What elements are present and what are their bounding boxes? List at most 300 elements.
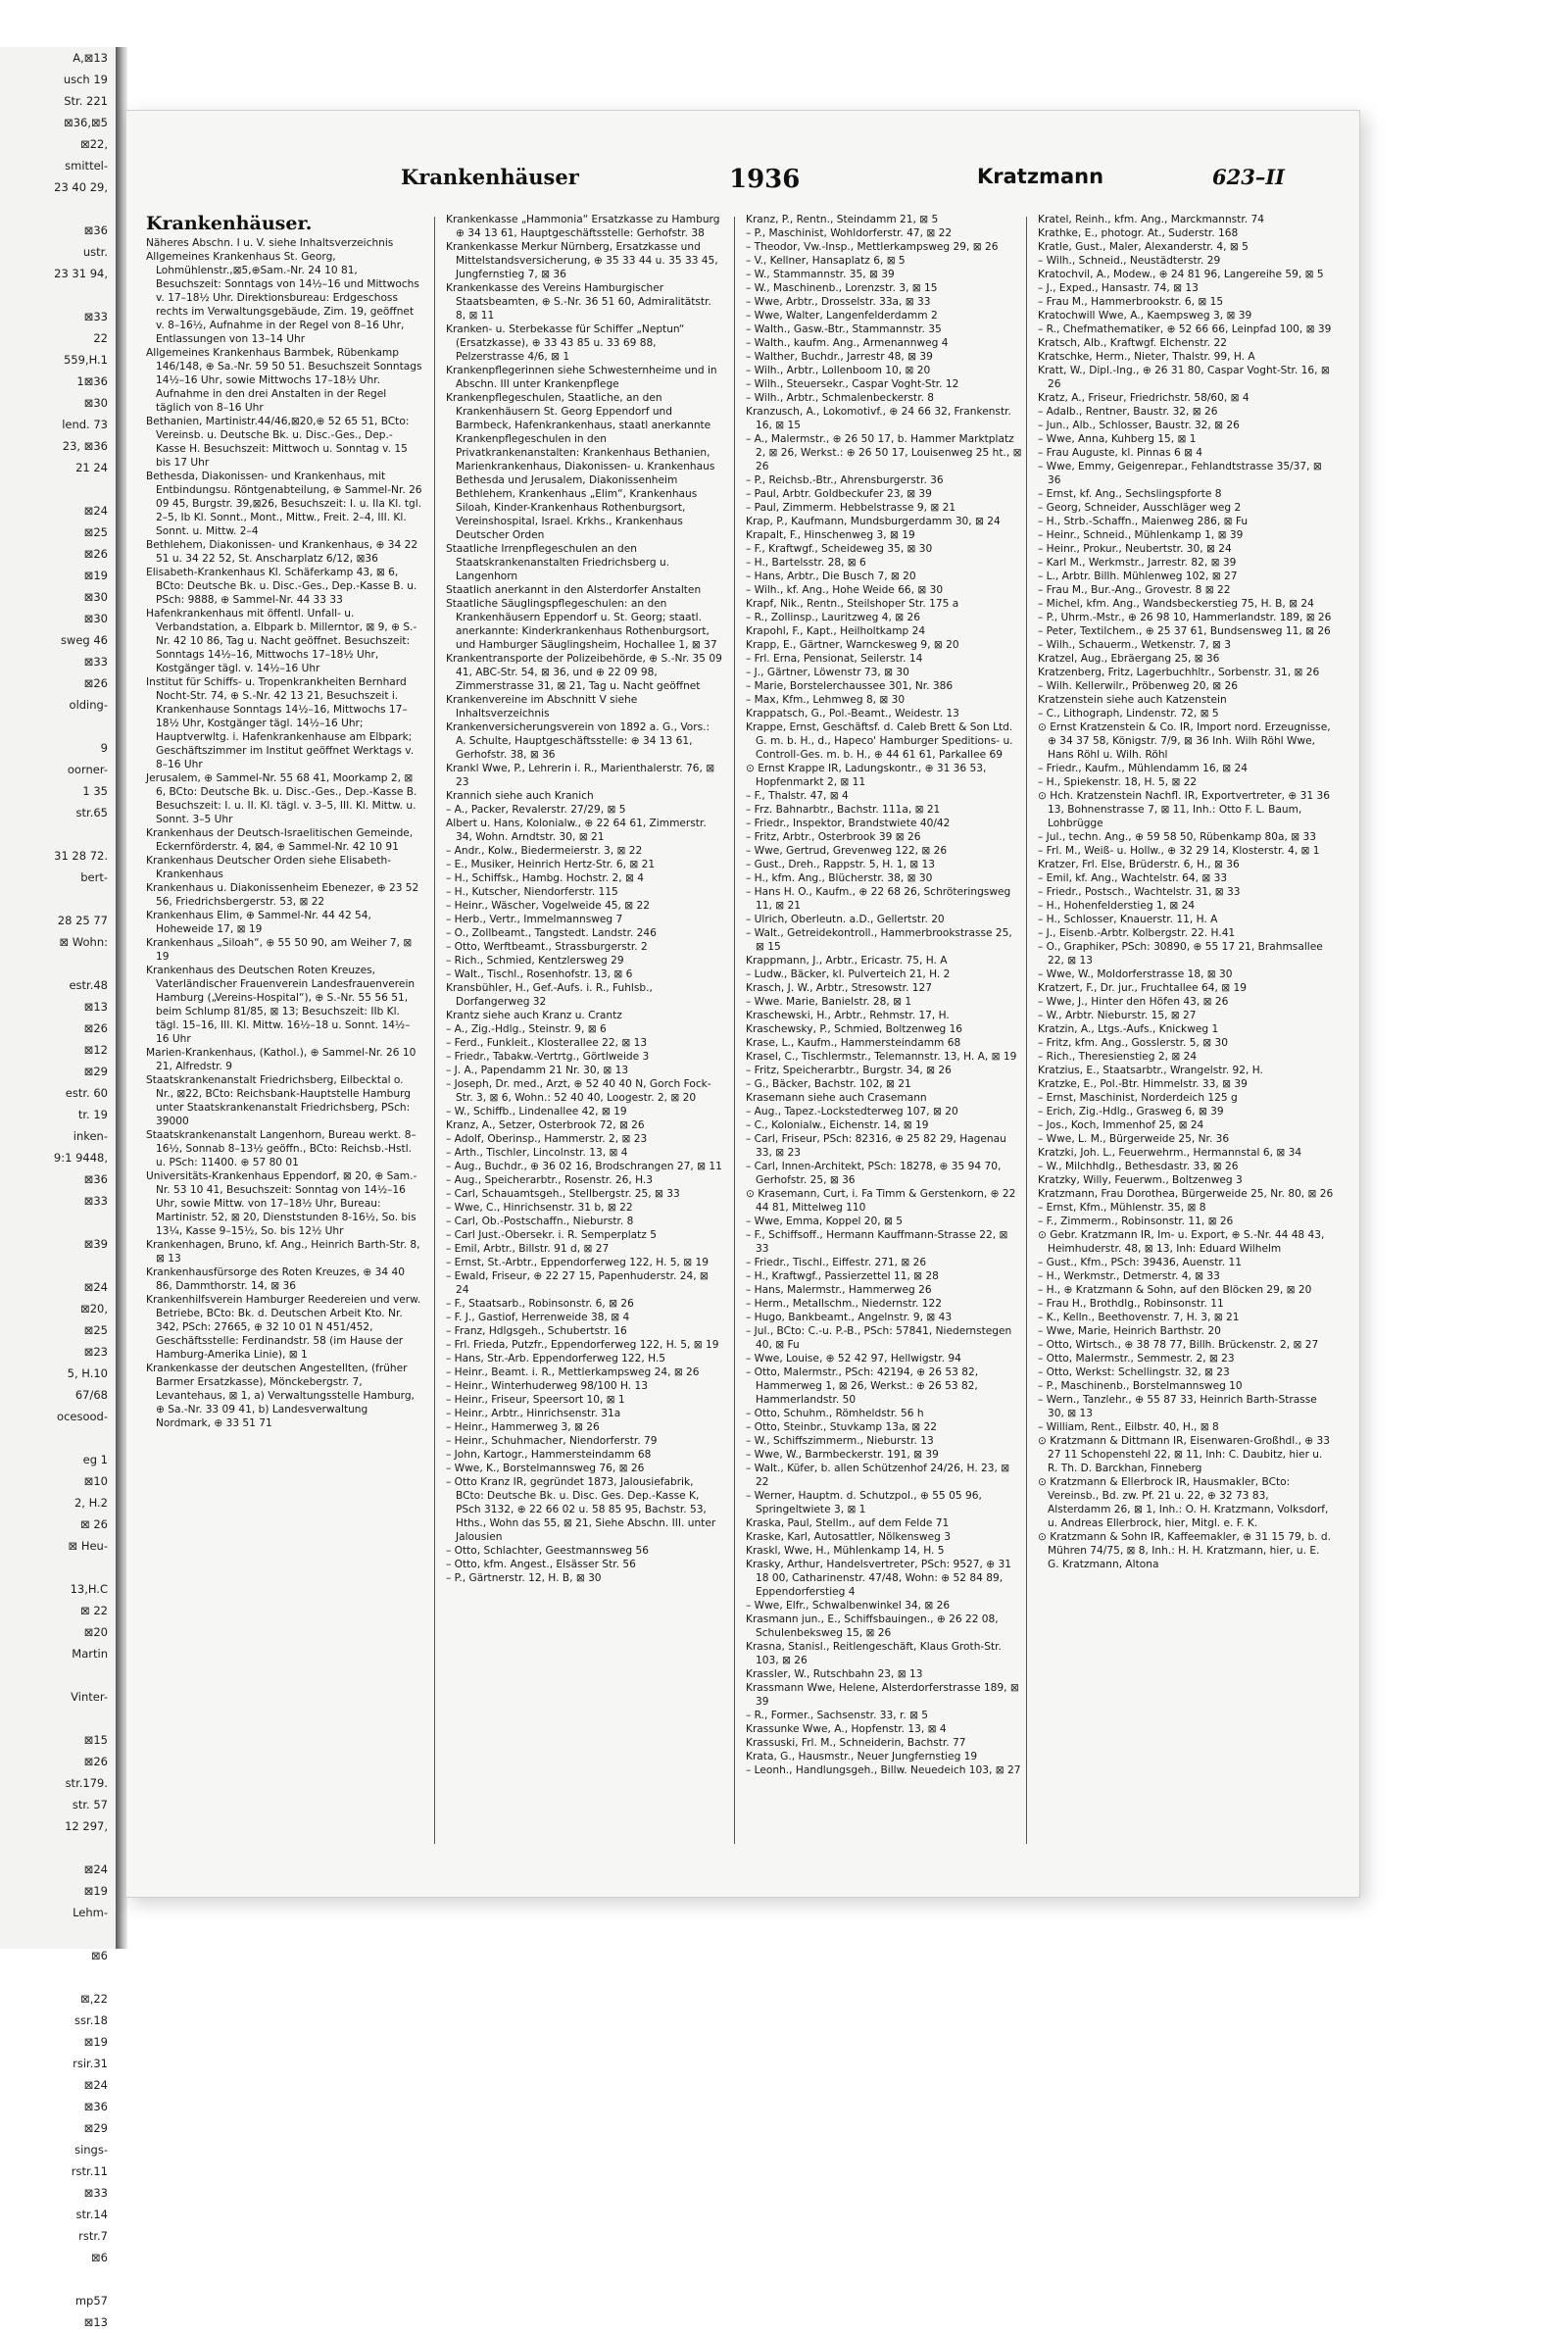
- directory-entry: – Hans H. O., Kaufm., ⊕ 22 68 26, Schröteringsweg 11, ⊠ 21: [746, 886, 1011, 912]
- adjacent-page-line: eg 1: [82, 1453, 108, 1466]
- adjacent-page-line: 1 35: [82, 784, 108, 798]
- directory-entry: – Joseph, Dr. med., Arzt, ⊕ 52 40 40 N, Gorch Fock-Str. 3, ⊠ 6, Wohn.: 52 40 40, Loogestr. 2, ⊠ 20: [446, 1078, 711, 1104]
- directory-entry: – Ernst, kf. Ang., Sechslingspforte 8: [1038, 488, 1222, 500]
- directory-entry: Krathke, E., photogr. At., Suderstr. 168: [1038, 227, 1239, 239]
- directory-entry: – Wilh., Schneid., Neustädterstr. 29: [1038, 255, 1221, 267]
- adjacent-page-line: ⊠6: [91, 1949, 108, 1962]
- directory-entry: Kratzer, Frl. Else, Brüderstr. 6, H., ⊠ 36: [1038, 859, 1240, 870]
- directory-entry: Bethesda, Diakonissen- und Krankenhaus, mit Entbindungsu. Röntgenabteilung, ⊕ Sammel-Nr. 26 09 45, Burgstr. 39,⊠26, Besuchszeit: I. u. IIa Kl. tgl. 2–5, Ib Kl. Sonnt., Mont., Mittw., Freit. 2–4, III. Kl. Sonnt. u. Mittw. 2–4: [146, 471, 422, 537]
- directory-entry: – Heinr., Friseur, Speersort 10, ⊠ 1: [446, 1394, 625, 1406]
- adjacent-page-line: oorner-: [67, 763, 108, 776]
- adjacent-page-line: ⊠20,: [80, 1302, 108, 1315]
- section-heading: Krankenhäuser.: [146, 213, 313, 234]
- directory-entry: – A., Malermstr., ⊕ 26 50 17, b. Hammer Marktplatz 2, ⊠ 26, Werkst.: ⊕ 26 50 17, Louisenweg 25 ht., ⊠ 26: [746, 433, 1022, 472]
- directory-entry: ⊙ Gebr. Kratzmann IR, Im- u. Export, ⊕ S.-Nr. 44 48 43, Heimhuderstr. 48, ⊠ 13, Inh: Eduard Wilhelm: [1038, 1229, 1325, 1255]
- directory-entry: Staatliche Irrenpflegeschulen an den Staatskrankenanstalten Friedrichsberg u. Langenhorn: [446, 543, 670, 582]
- directory-entry: Krasky, Arthur, Handelsvertreter, PSch: 9527, ⊕ 31 18 00, Catharinenstr. 47/48, Wohn: ⊕ 52 84 89, Eppendorferstieg 4: [746, 1559, 1011, 1598]
- adjacent-page-line: ustr.: [82, 245, 108, 259]
- adjacent-page-line: [0, 1557, 116, 1578]
- directory-entry: Krankl Wwe, P., Lehrerin i. R., Marienthalerstr. 76, ⊠ 23: [446, 763, 715, 788]
- directory-entry: Krankentransporte der Polizeibehörde, ⊕ S.-Nr. 35 09 41, ABC-Str. 54, ⊠ 36, und ⊕ 22 09 98, Zimmerstrasse 31, ⊠ 21, Tag u. Nacht geöffnet: [446, 653, 722, 692]
- directory-entry: – Wern., Tanzlehr., ⊕ 55 87 33, Heinrich Barth-Strasse 30, ⊠ 13: [1038, 1394, 1317, 1419]
- directory-entry: ⊙ Krasemann, Curt, i. Fa Timm & Gerstenkorn, ⊕ 22 44 81, Mittelweg 110: [746, 1188, 1016, 1214]
- adjacent-page-line: olding-: [69, 698, 108, 712]
- directory-entry: Krapohl, F., Kapt., Heilholtkamp 24: [746, 625, 926, 637]
- directory-entry: Staatliche Säuglingspflegeschulen: an den Krankenhäusern Eppendorf u. St. Georg; staatl. anerkannte: Kinderkrankenhaus Rothenburgsort, und Hamburger Säuglingsheim, Hochallee 1, ⊠ 37: [446, 598, 717, 651]
- directory-entry: – Frz. Bahnarbtr., Bachstr. 111a, ⊠ 21: [746, 804, 941, 816]
- directory-entry: – Jos., Koch, Immenhof 25, ⊠ 24: [1038, 1119, 1204, 1131]
- directory-entry: – Werner, Hauptm. d. Schutzpol., ⊕ 55 05 96, Springeltwiete 3, ⊠ 1: [746, 1490, 982, 1515]
- column-rule: [1026, 217, 1027, 1844]
- directory-entry: Krapalt, F., Hinschenweg 3, ⊠ 19: [746, 529, 915, 541]
- directory-entry: – Heinr., Prokur., Neubertstr. 30, ⊠ 24: [1038, 543, 1232, 555]
- directory-entry: – Walt., Tischl., Rosenhofstr. 13, ⊠ 6: [446, 968, 633, 980]
- directory-entry: Kratzin, A., Ltgs.-Aufs., Knickweg 1: [1038, 1023, 1219, 1035]
- directory-entry: Kratz, A., Friseur, Friedrichstr. 58/60, ⊠ 4: [1038, 392, 1250, 404]
- directory-entry: – Wwe, W., Moldorferstrasse 18, ⊠ 30: [1038, 968, 1233, 980]
- directory-entry: – Friedr., Tischl., Eiffestr. 271, ⊠ 26: [746, 1257, 927, 1268]
- adjacent-page-line: Vinter-: [71, 1690, 108, 1704]
- directory-entry: Kratzenstein siehe auch Katzenstein: [1038, 694, 1227, 706]
- adjacent-page-line: 9:1 9448,: [53, 1151, 108, 1165]
- directory-entry: Krappe, Ernst, Geschäftsf. d. Caleb Brett & Son Ltd. G. m. b. H., d., Hapeco' Hamburger Speditions- u. Controll-Ges. m. b. H., ⊕ 44 61 61, Parkallee 69: [746, 721, 1013, 761]
- directory-entry: Krankenhaus Elim, ⊕ Sammel-Nr. 44 42 54, Hoheweide 17, ⊠ 19: [146, 910, 371, 935]
- adjacent-page-line: ⊠13: [83, 1000, 108, 1014]
- page-number: 623–II: [1212, 165, 1285, 189]
- directory-entry: – W., Arbtr. Nieburstr. 15, ⊠ 27: [1038, 1010, 1197, 1021]
- directory-entry: – H., kfm. Ang., Blücherstr. 38, ⊠ 30: [746, 872, 933, 884]
- adjacent-page-line: A,⊠13: [73, 51, 108, 65]
- directory-entry: Kranzusch, A., Lokomotivf., ⊕ 24 66 32, Frankenstr. 16, ⊠ 15: [746, 406, 1011, 431]
- adjacent-page-line: ⊠ 22: [80, 1604, 108, 1617]
- directory-entry: – H., Strb.-Schaffn., Maienweg 286, ⊠ Fu: [1038, 516, 1249, 527]
- adjacent-page-line: ⊠36: [83, 2100, 108, 2113]
- directory-entry: – Ernst, St.-Arbtr., Eppendorferweg 122, H. 5, ⊠ 19: [446, 1257, 709, 1268]
- directory-entry: Krankenpflegerinnen siehe Schwesternheime und in Abschn. III unter Krankenpflege: [446, 365, 717, 390]
- directory-entry: Allgemeines Krankenhaus Barmbek, Rübenkamp 146/148, ⊕ Sa.-Nr. 59 50 51. Besuchszeit Sonntags 14½–16 Uhr, sowie Mittwochs 17–18½ Uhr. Aufnahme in den drei Anstalten in der Regel täglich von 8–16 Uhr: [146, 347, 422, 414]
- adjacent-page-line: [0, 198, 116, 220]
- directory-entry: – Rich., Schmied, Kentzlersweg 29: [446, 955, 624, 967]
- adjacent-page-line: ⊠,22: [80, 1992, 108, 2006]
- adjacent-page-line: sweg 46: [60, 633, 108, 647]
- directory-entry: Krapf, Nik., Rentn., Steilshoper Str. 175 a: [746, 598, 959, 610]
- adjacent-page-line: 67/68: [74, 1388, 108, 1402]
- adjacent-page-line: Martin: [72, 1647, 108, 1661]
- adjacent-page-line: ⊠13: [83, 2315, 108, 2329]
- directory-entry: Krankenhaus Deutscher Orden siehe Elisabeth-Krankenhaus: [146, 855, 392, 880]
- adjacent-page-line: ⊠25: [83, 525, 108, 539]
- directory-entry: – Jul., BCto: C.-u. P.-B., PSch: 57841, Niedernstegen 40, ⊠ Fu: [746, 1325, 1012, 1351]
- directory-entry: Kratt, W., Dipl.-Ing., ⊕ 26 31 80, Caspar Voght-Str. 16, ⊠ 26: [1038, 365, 1330, 390]
- directory-entry: Kranz, P., Rentn., Steindamm 21, ⊠ 5: [746, 214, 939, 225]
- directory-entry: Krankenhaus „Siloah“, ⊕ 55 50 90, am Weiher 7, ⊠ 19: [146, 937, 413, 963]
- directory-entry: Näheres Abschn. I u. V. siehe Inhaltsverzeichnis: [146, 237, 394, 249]
- directory-entry: – Wilh. Kellerwilr., Pröbenweg 20, ⊠ 26: [1038, 680, 1238, 692]
- directory-entry: Krassler, W., Rutschbahn 23, ⊠ 13: [746, 1668, 923, 1680]
- directory-entry: – Jul., techn. Ang., ⊕ 59 58 50, Rübenkamp 80a, ⊠ 33: [1038, 831, 1316, 843]
- directory-entry: Kratzius, E., Staatsarbtr., Wrangelstr. 92, H.: [1038, 1065, 1263, 1076]
- adjacent-page-line: 21 24: [75, 461, 108, 474]
- adjacent-page-line: [0, 1708, 116, 1729]
- adjacent-page-line: inken-: [73, 1129, 108, 1143]
- directory-entry: – Friedr., Tabakw.-Vertrtg., Görtlweide 3: [446, 1051, 650, 1063]
- adjacent-page-line: 13,H.C: [70, 1582, 108, 1596]
- directory-entry: – Otto, Malermstr., Semmestr. 2, ⊠ 23: [1038, 1353, 1235, 1365]
- directory-entry: Kratsch, Alb., Kraftwgf. Elchenstr. 22: [1038, 337, 1228, 349]
- directory-entry: – Friedr., Postsch., Wachtelstr. 31, ⊠ 33: [1038, 886, 1241, 898]
- directory-entry: – Otto, Werftbeamt., Strassburgerstr. 2: [446, 941, 648, 953]
- directory-entry: – Carl, Innen-Architekt, PSch: 18278, ⊕ 35 94 70, Gerhofstr. 25, ⊠ 36: [746, 1161, 1002, 1186]
- directory-entry: – Theodor, Vw.-Insp., Mettlerkampsweg 29, ⊠ 26: [746, 241, 999, 253]
- directory-entry: ⊙ Ernst Krappe IR, Ladungskontr., ⊕ 31 36 53, Hopfenmarkt 2, ⊠ 11: [746, 763, 987, 788]
- directory-entry: – F., Thalstr. 47, ⊠ 4: [746, 790, 849, 802]
- directory-entry: Kraschewsky, P., Schmied, Boltzenweg 16: [746, 1023, 963, 1035]
- directory-entry: – Aug., Speicherarbtr., Rosenstr. 26, H.3: [446, 1174, 653, 1186]
- directory-entry: Bethlehem, Diakonissen- und Krankenhaus, ⊕ 34 22 51 u. 34 22 52, St. Anscharplatz 6/12, ⊠36: [146, 539, 418, 565]
- directory-entry: – P., Gärtnerstr. 12, H. B, ⊠ 30: [446, 1572, 602, 1584]
- directory-entry: Krasmann jun., E., Schiffsbauingen., ⊕ 26 22 08, Schulenbeksweg 15, ⊠ 26: [746, 1613, 999, 1639]
- directory-entry: – Walth., kaufm. Ang., Armenannweg 4: [746, 337, 949, 349]
- directory-entry: – Wwe, Louise, ⊕ 52 42 97, Hellwigstr. 94: [746, 1353, 961, 1365]
- directory-entry: – Wilh., Steuersekr., Caspar Voght-Str. 12: [746, 378, 959, 390]
- directory-entry: – H., Hohenfelderstieg 1, ⊠ 24: [1038, 900, 1196, 912]
- directory-entry: – Ernst, Kfm., Mühlenstr. 35, ⊠ 8: [1038, 1202, 1206, 1214]
- directory-entry: Krasel, C., Tischlermstr., Telemannstr. 13, H. A, ⊠ 19: [746, 1051, 1017, 1063]
- directory-entry: – Fritz, Speicherarbtr., Burgstr. 34, ⊠ 26: [746, 1065, 952, 1076]
- directory-entry: Krankenkasse des Vereins Hamburgischer Staatsbeamten, ⊕ S.-Nr. 36 51 60, Admiralitätstr. 8, ⊠ 11: [446, 282, 711, 322]
- directory-entry: – Gust., Dreh., Rappstr. 5, H. 1, ⊠ 13: [746, 859, 936, 870]
- directory-entry: – Frau M., Bur.-Ang., Grovestr. 8 ⊠ 22: [1038, 584, 1231, 596]
- directory-entry: – Herm., Metallschm., Niedernstr. 122: [746, 1298, 942, 1310]
- adjacent-page-line: ⊠26: [83, 1755, 108, 1768]
- directory-entry: Allgemeines Krankenhaus St. Georg, Lohmühlenstr.,⊠5,⊕Sam.-Nr. 24 10 81, Besuchszeit: Sonntags von 14½–16 und Mittwochs v. 17–18½ Uhr. Direktionsbureau: Erdgeschoss rechts im Verwaltungsgebäude, Zim. 19, geöffnet v. 8–16½, Aufnahme in der Regel von 8–16 Uhr, Entlassungen von 13–14 Uhr: [146, 251, 419, 345]
- directory-entry: – Carl, Ob.-Postschaffn., Nieburstr. 8: [446, 1216, 634, 1227]
- adjacent-page-line: [0, 953, 116, 974]
- adjacent-page-line: sings-: [74, 2143, 108, 2157]
- adjacent-page-line: 2, H.2: [74, 1496, 108, 1510]
- directory-entry: – Walt., Küfer, b. allen Schützenhof 24/26, H. 23, ⊠ 22: [746, 1463, 1010, 1488]
- directory-entry: – W., Stammannstr. 35, ⊠ 39: [746, 269, 895, 280]
- directory-entry: – H., Schlosser, Knauerstr. 11, H. A: [1038, 914, 1218, 925]
- directory-entry: – Wwe, C., Hinrichsenstr. 31 b, ⊠ 22: [446, 1202, 633, 1214]
- directory-entry: – Wwe, K., Borstelmannsweg 76, ⊠ 26: [446, 1463, 645, 1474]
- directory-entry: – A., Packer, Revalerstr. 27/29, ⊠ 5: [446, 804, 626, 816]
- adjacent-page-line: ⊠19: [83, 2035, 108, 2049]
- directory-entry: Marien-Krankenhaus, (Kathol.), ⊕ Sammel-Nr. 26 10 21, Alfredstr. 9: [146, 1047, 416, 1072]
- directory-entry: – Wwe, L. M., Bürgerweide 25, Nr. 36: [1038, 1133, 1230, 1145]
- directory-entry: – Hans, Arbtr., Die Busch 7, ⊠ 20: [746, 571, 916, 582]
- column-rule: [734, 217, 735, 1844]
- directory-entry: – Frl. M., Weiß- u. Hollw., ⊕ 32 29 14, Klosterstr. 4, ⊠ 1: [1038, 845, 1320, 857]
- adjacent-page-line: ⊠33: [83, 2186, 108, 2200]
- adjacent-page-line: ocesood-: [57, 1410, 108, 1423]
- directory-entry: Krappatsch, G., Pol.-Beamt., Weidestr. 13: [746, 708, 959, 720]
- directory-entry: – Rich., Theresienstieg 2, ⊠ 24: [1038, 1051, 1198, 1063]
- adjacent-page-line: ⊠29: [83, 1065, 108, 1078]
- adjacent-page-line: ⊠36: [83, 1172, 108, 1186]
- directory-entry: – Paul, Arbtr. Goldbeckufer 23, ⊠ 39: [746, 488, 932, 500]
- directory-entry: – F., Staatsarb., Robinsonstr. 6, ⊠ 26: [446, 1298, 634, 1310]
- directory-entry: – Wwe, Emmy, Geigenrepar., Fehlandtstrasse 35/37, ⊠ 36: [1038, 461, 1322, 486]
- directory-entry: Krannich siehe auch Kranich: [446, 790, 594, 802]
- directory-entry: – Hans, Malermstr., Hammerweg 26: [746, 1284, 932, 1296]
- directory-entry: – Wwe, J., Hinter den Höfen 43, ⊠ 26: [1038, 996, 1229, 1008]
- adjacent-page-fragment: [0, 47, 119, 2329]
- directory-entry: – W., Schiffszimmerm., Nieburstr. 13: [746, 1435, 934, 1447]
- adjacent-page-line: [0, 478, 116, 500]
- directory-entry: Universitäts-Krankenhaus Eppendorf, ⊠ 20, ⊕ Sam.-Nr. 53 10 41, Besuchszeit: Sonntag von 14½–16 Uhr, sowie Mittw. von 17–18½ Uhr, Bureau: Martinistr. 52, ⊠ 20, Dienststunden 8-16½, So. bis 13¼, Kasse 9–15½, So. bis 12½ Uhr: [146, 1170, 417, 1237]
- adjacent-page-line: 1⊠36: [76, 374, 108, 388]
- directory-entry: – O., Zollbeamt., Tangstedt. Landstr. 246: [446, 927, 657, 939]
- column-3: [746, 213, 1022, 1874]
- directory-entry: Staatskrankenanstalt Langenhorn, Bureau werkt. 8–16½, Sonnab 8–13½ geöffn., BCto: Reichsb.-Hstl. u. PSch: 11400. ⊕ 57 80 01: [146, 1129, 416, 1168]
- directory-entry: – A., Zig.-Hdlg., Steinstr. 9, ⊠ 6: [446, 1023, 607, 1035]
- directory-entry: – Adalb., Rentner, Baustr. 32, ⊠ 26: [1038, 406, 1218, 418]
- directory-entry: Staatlich anerkannt in den Alsterdorfer Anstalten: [446, 584, 702, 596]
- directory-entry: – Paul, Zimmerm. Hebbelstrasse 9, ⊠ 21: [746, 502, 956, 514]
- directory-entry: – H., Schiffsk., Hambg. Hochstr. 2, ⊠ 4: [446, 872, 645, 884]
- directory-entry: – Gust., Kfm., PSch: 39436, Auenstr. 11: [1038, 1257, 1242, 1268]
- directory-entry: Kratzenberg, Fritz, Lagerbuchhltr., Sorbenstr. 31, ⊠ 26: [1038, 667, 1320, 678]
- adjacent-page-line: ⊠33: [83, 310, 108, 323]
- directory-entry: Kratzky, Willy, Feuerwm., Boltzenweg 3: [1038, 1174, 1243, 1186]
- directory-entry: – Heinr., Wäscher, Vogelweide 45, ⊠ 22: [446, 900, 651, 912]
- adjacent-page-line: ⊠24: [83, 1862, 108, 1876]
- directory-entry: Krasch, J. W., Arbtr., Stresowstr. 127: [746, 982, 932, 994]
- directory-entry: Krankenversicherungsverein von 1892 a. G., Vors.: A. Schulte, Hauptgeschäftsstelle: ⊕ 34 13 61, Gerhofstr. 38, ⊠ 36: [446, 721, 710, 761]
- directory-entry: Krantz siehe auch Kranz u. Crantz: [446, 1010, 622, 1021]
- directory-entry: – Heinr., Schneid., Mühlenkamp 1, ⊠ 39: [1038, 529, 1244, 541]
- directory-entry: Kratzel, Aug., Ebräergang 25, ⊠ 36: [1038, 653, 1220, 665]
- directory-entry: – Leonh., Handlungsgeh., Billw. Neuedeich 103, ⊠ 27: [746, 1764, 1021, 1776]
- adjacent-page-line: tr. 19: [77, 1108, 108, 1121]
- adjacent-page-line: ⊠24: [83, 1280, 108, 1294]
- adjacent-page-line: 9: [100, 741, 108, 755]
- directory-entry: Kranz, A., Setzer, Osterbrook 72, ⊠ 26: [446, 1119, 645, 1131]
- directory-entry: – J., Eisenb.-Arbtr. Kolbergstr. 22. H.41: [1038, 927, 1236, 939]
- directory-entry: – H., Spiekenstr. 18, H. 5, ⊠ 22: [1038, 776, 1198, 788]
- directory-entry: Jerusalem, ⊕ Sammel-Nr. 55 68 41, Moorkamp 2, ⊠ 6, BCto: Deutsche Bk. u. Disc.-Ges., Dep.-Kasse B. Besuchszeit: I. u. II. Kl. tägl. v. 3–5, III. Kl. Mittw. u. Sonnt. 3–5 Uhr: [146, 772, 417, 825]
- adjacent-page-line: 23 40 29,: [54, 180, 108, 194]
- directory-entry: – Ludw., Bäcker, kl. Pulverteich 21, H. 2: [746, 968, 951, 980]
- directory-entry: – Walt., Getreidekontroll., Hammerbrookstrasse 25, ⊠ 15: [746, 927, 1012, 953]
- adjacent-page-line: Str. 221: [64, 94, 108, 108]
- directory-entry: – L., Arbtr. Billh. Mühlenweg 102, ⊠ 27: [1038, 571, 1238, 582]
- directory-entry: Krankenhaus u. Diakonissenheim Ebenezer, ⊕ 23 52 56, Friedrichsbergerstr. 53, ⊠ 22: [146, 882, 419, 908]
- directory-entry: – P., Maschinist, Wohldorferstr. 47, ⊠ 22: [746, 227, 953, 239]
- adjacent-page-line: ⊠30: [83, 590, 108, 604]
- directory-entry: – Frau M., Hammerbrookstr. 6, ⊠ 15: [1038, 296, 1224, 308]
- adjacent-page-line: ⊠12: [83, 1043, 108, 1057]
- directory-entry: – Carl, Friseur, PSch: 82316, ⊕ 25 82 29, Hagenau 33, ⊠ 23: [746, 1133, 1006, 1159]
- directory-entry: – Erich, Zig.-Hdlg., Grasweg 6, ⊠ 39: [1038, 1106, 1224, 1117]
- directory-entry: – Carl, Schauamtsgeh., Stellbergstr. 25, ⊠ 33: [446, 1188, 680, 1200]
- column-1: [146, 213, 422, 1874]
- directory-entry: Hafenkrankenhaus mit öffentl. Unfall- u. Verbandstation, a. Elbpark b. Millerntor, ⊠ 9, ⊕ S.-Nr. 42 10 86, Tag u. Nacht geöffnet. Besuchszeit: Sonntags 14½–16, Mittwochs 17–18½ Uhr, Kostgänger tägl. v. 14½–16 Uhr: [146, 608, 417, 674]
- directory-entry: – Fritz, Arbtr., Osterbrook 39 ⊠ 26: [746, 831, 921, 843]
- adjacent-page-line: 12 297,: [65, 1819, 108, 1833]
- directory-entry: – Georg, Schneider, Ausschläger weg 2: [1038, 502, 1242, 514]
- directory-entry: – Ewald, Friseur, ⊕ 22 27 15, Papenhuderstr. 24, ⊠ 24: [446, 1270, 709, 1296]
- directory-entry: – Adolf, Oberinsp., Hammerstr. 2, ⊠ 23: [446, 1133, 648, 1145]
- directory-entry: Kratzke, E., Pol.-Btr. Himmelstr. 33, ⊠ 39: [1038, 1078, 1248, 1090]
- adjacent-page-line: ⊠23: [83, 1345, 108, 1359]
- directory-entry: – G., Bäcker, Bachstr. 102, ⊠ 21: [746, 1078, 911, 1090]
- adjacent-page-line: [0, 1255, 116, 1276]
- adjacent-page-line: ⊠36,⊠5: [64, 116, 108, 129]
- adjacent-page-line: ⊠29: [83, 2121, 108, 2135]
- adjacent-page-line: ⊠22,: [80, 137, 108, 151]
- adjacent-page-line: ⊠36: [83, 223, 108, 237]
- adjacent-page-line: 31 28 72.: [54, 849, 108, 863]
- directory-entry: Krappmann, J., Arbtr., Ericastr. 75, H. A: [746, 955, 948, 967]
- directory-entry: Kraskl, Wwe, H., Mühlenkamp 14, H. 5: [746, 1545, 945, 1557]
- directory-entry: – Ferd., Funkleit., Klosterallee 22, ⊠ 13: [446, 1037, 648, 1049]
- directory-entry: Krata, G., Hausmstr., Neuer Jungfernstieg 19: [746, 1751, 978, 1762]
- directory-entry: – F., Kraftwgf., Scheideweg 35, ⊠ 30: [746, 543, 933, 555]
- directory-entry: – Frl. Frieda, Putzfr., Eppendorferweg 122, H. 5, ⊠ 19: [446, 1339, 719, 1351]
- adjacent-page-line: ⊠ Wohn:: [59, 935, 108, 949]
- directory-entry: – R., Zollinsp., Lauritzweg 4, ⊠ 26: [746, 612, 920, 623]
- directory-entry: – Wwe. Marie, Banielstr. 28, ⊠ 1: [746, 996, 912, 1008]
- directory-entry: ⊙ Kratzmann & Sohn IR, Kaffeemakler, ⊕ 31 15 79, b. d. Mühren 74/75, ⊠ 8, Inh.: H. H. Kratzmann, hier, u. E. G. Kratzmann, Altona: [1038, 1531, 1331, 1570]
- directory-entry: – H., ⊕ Kratzmann & Sohn, auf den Blöcken 29, ⊠ 20: [1038, 1284, 1312, 1296]
- directory-entry: – C., Kolonialw., Eichenstr. 14, ⊠ 19: [746, 1119, 929, 1131]
- column-2: [446, 213, 722, 1874]
- directory-entry: Kratzmann, Frau Dorothea, Bürgerweide 25, Nr. 80, ⊠ 26: [1038, 1188, 1334, 1200]
- adjacent-page-line: str.65: [75, 806, 108, 819]
- directory-page: [125, 110, 1360, 1898]
- directory-entry: – Arth., Tischler, Lincolnstr. 13, ⊠ 4: [446, 1147, 628, 1159]
- adjacent-page-line: Lehm-: [73, 1906, 108, 1919]
- directory-entry: – Wilh., Arbtr., Lollenboom 10, ⊠ 20: [746, 365, 931, 376]
- adjacent-page-line: 23 31 94,: [54, 267, 108, 280]
- directory-entry: Krankenkasse „Hammonia“ Ersatzkasse zu Hamburg ⊕ 34 13 61, Hauptgeschäftsstelle: Gerhofstr. 38: [446, 214, 720, 239]
- adjacent-page-line: [0, 2268, 116, 2290]
- directory-entry: Staatskrankenanstalt Friedrichsberg, Eilbecktal o. Nr., ⊠22, BCto: Reichsbank-Hauptstelle Hamburg unter Staatskrankenanstalt Friedrichsberg, PSch: 39000: [146, 1074, 411, 1127]
- directory-entry: Krankenhagen, Bruno, kf. Ang., Heinrich Barth-Str. 8, ⊠ 13: [146, 1239, 420, 1265]
- adjacent-page-line: [0, 1923, 116, 1945]
- adjacent-page-line: rstr.11: [71, 2164, 108, 2178]
- directory-entry: – Andr., Kolw., Biedermeierstr. 3, ⊠ 22: [446, 845, 643, 857]
- directory-entry: Kratschke, Herm., Nieter, Thalstr. 99, H. A: [1038, 351, 1255, 363]
- directory-entry: ⊙ Kratzmann & Dittmann IR, Eisenwaren-Großhdl., ⊕ 33 27 11 Schopenstehl 22, ⊠ 11, Inh: C. Daubitz, hier u. R. Th. D. Barckhan, Finneberg: [1038, 1435, 1331, 1474]
- directory-entry: – Otto, Schuhm., Römheldstr. 56 h: [746, 1408, 924, 1419]
- adjacent-page-line: ⊠25: [83, 1323, 108, 1337]
- directory-entry: – Heinr., Arbtr., Hinrichsenstr. 31a: [446, 1408, 621, 1419]
- adjacent-page-line: ⊠10: [83, 1474, 108, 1488]
- directory-entry: Kraschewski, H., Arbtr., Rehmstr. 17, H.: [746, 1010, 950, 1021]
- directory-entry: – K., Kelln., Beethovenstr. 7, H. 3, ⊠ 21: [1038, 1312, 1240, 1323]
- directory-entry: – R., Chefmathematiker, ⊕ 52 66 66, Leinpfad 100, ⊠ 39: [1038, 323, 1332, 335]
- directory-entry: Kransbühler, H., Gef.-Aufs. i. R., Fuhlsb., Dorfangerweg 32: [446, 982, 653, 1008]
- directory-entry: – Herb., Vertr., Immelmannsweg 7: [446, 914, 623, 925]
- adjacent-page-line: [0, 716, 116, 737]
- directory-entry: – W., Maschinenb., Lorenzstr. 3, ⊠ 15: [746, 282, 938, 294]
- column-rule: [434, 217, 435, 1844]
- directory-entry: – Wilh., Schauerm., Wetkenstr. 7, ⊠ 3: [1038, 639, 1231, 651]
- adjacent-page-line: 5, H.10: [67, 1366, 108, 1380]
- directory-entry: Krasna, Stanisl., Reitlengeschäft, Klaus Groth-Str. 103, ⊠ 26: [746, 1641, 1002, 1666]
- adjacent-page-line: ⊠26: [83, 676, 108, 690]
- adjacent-page-line: [0, 888, 116, 910]
- adjacent-page-line: str.179.: [65, 1776, 108, 1790]
- directory-entry: – Ernst, Maschinist, Norderdeich 125 g: [1038, 1092, 1238, 1104]
- adjacent-page-line: usch 19: [63, 73, 108, 86]
- directory-entry: Krankenpflegeschulen, Staatliche, an den Krankenhäusern St. Georg Eppendorf und Barmbeck, Hafenkrankenhaus, staatl anerkannte Krankenpflegeschulen in den Privatkrankenanstalten: Krankenhaus Bethanien, Marienkrankenhaus, Diakonissen- u. Krankenhaus Bethesda und Jerusalem, Diakonissenheim Bethlehem, Krankenhaus „Elim“, Krankenhaus Siloah, Kinder-Krankenhaus Rothenburgsort, Vereinshospital, Israel. Krkhs., Krankenhaus Deutscher Orden: [446, 392, 715, 541]
- directory-entry: – C., Lithograph, Lindenstr. 72, ⊠ 5: [1038, 708, 1219, 720]
- directory-entry: – R., Former., Sachsenstr. 33, r. ⊠ 5: [746, 1710, 929, 1721]
- header-section-title: Krankenhäuser: [401, 165, 579, 189]
- directory-entry: – P., Maschinenb., Borstelmannsweg 10: [1038, 1380, 1243, 1392]
- directory-entry: – Emil, kf. Ang., Wachtelstr. 64, ⊠ 33: [1038, 872, 1228, 884]
- directory-entry: – J., Exped., Hansastr. 74, ⊠ 13: [1038, 282, 1199, 294]
- directory-entry: – Fritz, kfm. Ang., Gosslerstr. 5, ⊠ 30: [1038, 1037, 1228, 1049]
- directory-entry: – Max, Kfm., Lehmweg 8, ⊠ 30: [746, 694, 906, 706]
- adjacent-page-line: rstr.7: [78, 2229, 108, 2243]
- adjacent-page-line: ⊠24: [83, 504, 108, 518]
- directory-entry: – John, Kartogr., Hammersteindamm 68: [446, 1449, 652, 1461]
- directory-entry: – J., Gärtner, Löwenstr 73, ⊠ 30: [746, 667, 909, 678]
- directory-entry: – H., Werkmstr., Detmerstr. 4, ⊠ 33: [1038, 1270, 1220, 1282]
- directory-entry: Kratzert, F., Dr. jur., Fruchtallee 64, ⊠ 19: [1038, 982, 1247, 994]
- directory-entry: – Franz, Hdlgsgeh., Schubertstr. 16: [446, 1325, 627, 1337]
- directory-entry: – Karl M., Werkmstr., Jarrestr. 82, ⊠ 39: [1038, 557, 1237, 569]
- directory-entry: – Hugo, Bankbeamt., Angelnstr. 9, ⊠ 43: [746, 1312, 953, 1323]
- header-year: 1936: [729, 165, 801, 194]
- directory-entry: – Hans, Str.-Arb. Eppendorferweg 122, H.5: [446, 1353, 666, 1365]
- directory-entry: – Wilh., kf. Ang., Hohe Weide 66, ⊠ 30: [746, 584, 944, 596]
- directory-entry: – Wwe, W., Barmbeckerstr. 191, ⊠ 39: [746, 1449, 939, 1461]
- directory-entry: – J. A., Papendamm 21 Nr. 30, ⊠ 13: [446, 1065, 629, 1076]
- adjacent-page-line: bert-: [80, 870, 108, 884]
- adjacent-page-line: ⊠19: [83, 569, 108, 582]
- directory-entry: Krassunke Wwe, A., Hopfenstr. 13, ⊠ 4: [746, 1723, 947, 1735]
- column-4: [1038, 213, 1334, 1874]
- directory-entry: Krankenvereine im Abschnitt V siehe Inhaltsverzeichnis: [446, 694, 638, 720]
- adjacent-page-line: [0, 1966, 116, 1988]
- directory-entry: – Heinr., Schuhmacher, Niendorferstr. 79: [446, 1435, 658, 1447]
- directory-entry: – Walth., Gasw.-Btr., Stammannstr. 35: [746, 323, 942, 335]
- directory-entry: Krankenkasse Merkur Nürnberg, Ersatzkasse und Mittelstandsversicherung, ⊕ 35 33 44 u. 35 33 45, Jungfernstieg 7, ⊠ 36: [446, 241, 718, 280]
- directory-entry: – Heinr., Hammerweg 3, ⊠ 26: [446, 1421, 600, 1433]
- directory-entry: – Michel, kfm. Ang., Wandsbeckerstieg 75, H. B, ⊠ 24: [1038, 598, 1314, 610]
- adjacent-page-line: ⊠20: [83, 1625, 108, 1639]
- adjacent-page-line: [0, 1837, 116, 1859]
- adjacent-page-line: ⊠39: [83, 1237, 108, 1251]
- adjacent-page-line: ⊠6: [91, 2251, 108, 2264]
- directory-entry: Kranken- u. Sterbekasse für Schiffer „Neptun“ (Ersatzkasse), ⊕ 33 43 85 u. 33 69 88, Pelzerstrasse 4/6, ⊠ 1: [446, 323, 685, 363]
- directory-entry: – Wwe, Elfr., Schwalbenwinkel 34, ⊠ 26: [746, 1600, 951, 1612]
- directory-entry: Bethanien, Martinistr.44/46,⊠20,⊕ 52 65 51, BCto: Vereinsb. u. Deutsche Bk. u. Disc.-Ges., Dep.-Kasse H. Besuchszeit: Mittwoch u. Sonntag v. 15 bis 17 Uhr: [146, 416, 410, 469]
- adjacent-page-line: estr.48: [69, 978, 108, 992]
- adjacent-page-line: ⊠33: [83, 1194, 108, 1208]
- directory-entry: – Otto, Steinbr., Stuvkamp 13a, ⊠ 22: [746, 1421, 937, 1433]
- directory-entry: – F. J., Gastiof, Herrenweide 38, ⊠ 4: [446, 1312, 630, 1323]
- directory-entry: – Wwe, Gertrud, Grevenweg 122, ⊠ 26: [746, 845, 948, 857]
- adjacent-page-line: str. 57: [72, 1798, 108, 1812]
- directory-entry: Krap, P., Kaufmann, Mundsburgerdamm 30, ⊠ 24: [746, 516, 1001, 527]
- directory-entry: Kraske, Karl, Autosattler, Nölkensweg 3: [746, 1531, 951, 1543]
- directory-entry: – Peter, Textilchem., ⊕ 25 37 61, Bundsensweg 11, ⊠ 26: [1038, 625, 1331, 637]
- directory-entry: – P., Reichsb.-Btr., Ahrensburgerstr. 36: [746, 474, 944, 486]
- page-header: [126, 165, 1359, 200]
- adjacent-page-line: str.14: [75, 2208, 108, 2221]
- directory-entry: Kratochwill Wwe, A., Kaempsweg 3, ⊠ 39: [1038, 310, 1252, 322]
- directory-entry: – Otto, Malermstr., PSch: 42194, ⊕ 26 53 82, Hammerweg 1, ⊠ 26, Werkst.: ⊕ 26 53 82, Hammerlandstr. 50: [746, 1366, 979, 1406]
- directory-entry: Krapp, E., Gärtner, Warnckesweg 9, ⊠ 20: [746, 639, 959, 651]
- directory-entry: Krankenhilfsverein Hamburger Reedereien und verw. Betriebe, BCto: Bk. d. Deutschen Arbeit Kto. Nr. 342, PSch: 27665, ⊕ 32 10 01 N 451/452, Geschäftsstelle: Ferdinandstr. 58 (im Hause der Hamburg-Amerika Linie), ⊠ 1: [146, 1294, 421, 1361]
